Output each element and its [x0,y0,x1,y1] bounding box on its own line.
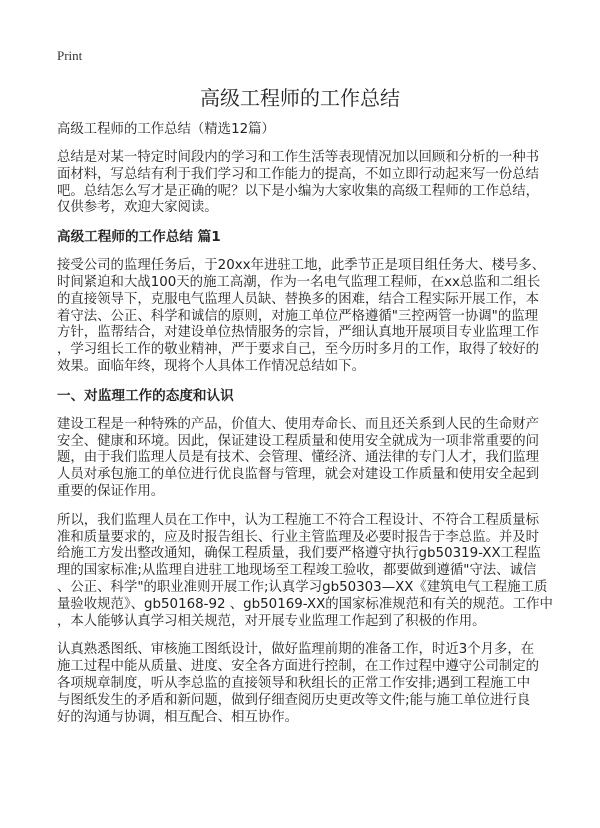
paragraph-line: 重要的保证作用。 [57,483,165,499]
paragraph-line: 着守法、公正、科学和诚信的原则，对施工单位严格遵循"三控两管一协调"的监理 [57,308,538,324]
section-heading: 一、对监理工作的态度和认识 [57,387,234,404]
paragraph-line: 总结是对某一特定时间段内的学习和工作生活等表现情况加以回顾和分析的一种书 [57,150,540,165]
paragraph [57,258,557,376]
paragraph-line: 、公正、科学"的职业准则开展工作;认真学习gb50303—XX《建筑电气工程施工质 [57,579,548,595]
paragraph-line: 题，由于我们监理人员是有技术、会管理、懂经济、通法律的专门人才，我们监理 [57,450,540,466]
paragraph-line: 量验收规范》、gb50168-92 、gb50169-XX的国家标准规范和有关的规范。工作中 [57,596,553,612]
paragraph-line: 吧。总结怎么写才是正确的呢？以下是小编为大家收集的高级工程师的工作总结， [57,183,540,199]
paragraph-line: 认真熟悉图纸、审核施工图纸设计，做好监理前期的准备工作，时近3个月多，在 [57,642,535,658]
paragraph [57,513,557,631]
paragraph-line: 面材料，写总结有利于我们学习和工作能力的提高，不如立即行动起来写一份总结 [57,166,540,182]
paragraph-line: 的直接领导下，克服电气监理人员缺、替换多的困难，结合工程实际开展工作，本 [57,291,540,307]
paragraph-line: 仅供参考，欢迎大家阅读。 [57,200,218,216]
paragraph-line: 好的沟通与协调，相互配合、相互协作。 [57,709,299,725]
paragraph [57,642,557,726]
paragraph-line: 所以，我们监理人员在工作中，认为工程施工不符合工程设计、不符合工程质量标 [57,512,540,528]
paragraph-line: 方针，监帮结合，对建设单位热情服务的宗旨，严细认真地开展项目专业监理工作 [57,325,540,341]
paragraph-line: 各项规章制度，听从李总监的直接领导和秋组长的正常工作安排;遇到工程施工中 [57,675,531,691]
paragraph-line: 给施工方发出整改通知，确保工程质量，我们要严格遵守执行gb50319-XX工程监 [57,546,541,562]
document-subtitle: 高级工程师的工作总结（精选12篇） [57,122,275,137]
paragraph-line: 人员对承包施工的单位进行优良监督与管理，就会对建设工作质量和使用安全起到 [57,467,540,483]
paragraph-line: 效果。面临年终，现将个人具体工作情况总结如下。 [57,358,365,374]
document-title: 高级工程师的工作总结 [200,86,400,110]
paragraph-line: ，学习组长工作的敬业精神，严于要求自己，至今历时多月的工作，取得了较好的 [57,342,540,358]
paragraph-line: 准和质量要求的，应及时报告组长、行业主管监理及必要时报告于李总监。并及时 [57,529,540,545]
paragraph-line: ，本人能够认真学习相关规范，对开展专业监理工作起到了积极的作用。 [57,613,486,629]
paragraph-line: 与图纸发生的矛盾和新问题，做到仔细查阅历史更改等文件;能与施工单位进行良 [57,692,531,708]
paragraph-line: 施工过程中能从质量、进度、安全各方面进行控制，在工作过程中遵守公司制定的 [57,659,540,675]
section-heading: 高级工程师的工作总结 篇1 [57,229,221,246]
paragraph-line: 时间紧迫和大战100天的施工高潮，作为一名电气监理工程师，在xx总监和二组长 [57,274,541,290]
paragraph-line: 理的国家标准;从监理自进驻工地现场至工程竣工验收，都要做到遵循"守法、诚信 [57,563,537,579]
paragraph-line: 安全、健康和环境。因此，保证建设工程质量和使用安全就成为一项非常重要的问 [57,433,540,449]
paragraph-line: 接受公司的监理任务后，于20xx年进驻工地，此季节正是项目组任务大、楼号多、 [57,258,546,274]
print-link[interactable]: Print [57,48,83,63]
paragraph [57,417,557,501]
document-body [57,121,557,738]
paragraph [57,150,557,217]
paragraph-line: 建设工程是一种特殊的产品，价值大、使用寿命长、而且还关系到人民的生命财产 [57,416,540,432]
